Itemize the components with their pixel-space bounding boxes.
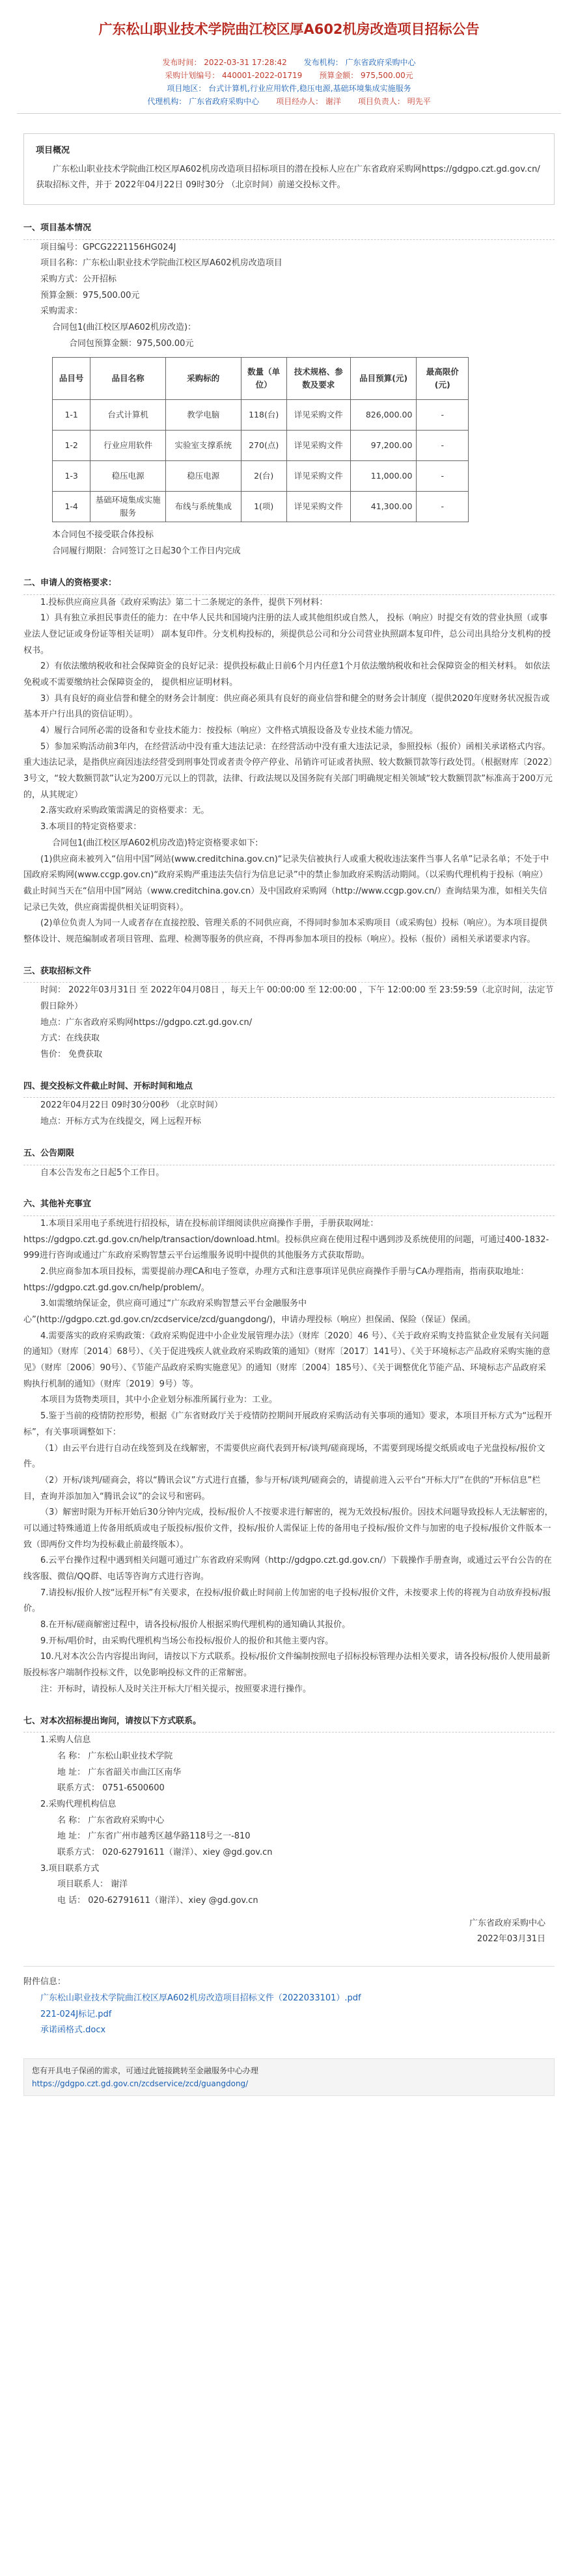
- package-label: 合同包1(曲江校区厚A602机房改造)：: [52, 323, 197, 333]
- section-announce-period: [23, 1146, 555, 1181]
- handler-person: 项目经办人： 谢洋: [276, 96, 341, 106]
- table-cell: 详见采购文件: [286, 461, 350, 492]
- deadline-time: 2022年04月22日 09时30分00秒 （北京时间）: [40, 1100, 223, 1111]
- col-header: 最高限价(元): [417, 358, 469, 400]
- attachment-link-tender-doc[interactable]: 广东松山职业技术学院曲江校区厚A602机房改造项目招标文件（2022033101）.pdf: [40, 1993, 361, 2003]
- notice-meta: [17, 56, 561, 108]
- section-other: [23, 1197, 555, 1697]
- notice-page: [17, 0, 561, 2096]
- signature-date: 2022年03月31日: [476, 1934, 545, 1945]
- budget-line: 预算金额：975,500.00元: [40, 290, 140, 300]
- table-cell: 详见采购文件: [286, 431, 350, 461]
- col-header: 品目号: [53, 358, 90, 400]
- get-way: 方式：在线获取: [40, 1033, 100, 1044]
- package-specific-label: 合同包1(曲江校区厚A602机房改造)特定资格要求如下:: [52, 838, 258, 848]
- table-cell: 稳压电源: [90, 461, 166, 492]
- table-cell: 台式计算机: [90, 400, 166, 431]
- section-title: 三、获取招标文件: [23, 964, 555, 983]
- buyer-heading: 1.采购人信息: [40, 1735, 91, 1746]
- col-header: 品目名称: [90, 358, 166, 400]
- table-row: [53, 492, 469, 522]
- table-cell: 118(台): [241, 400, 286, 431]
- guarantee-link[interactable]: https://gdgpo.czt.gd.gov.cn/zcdservice/zcd/guangdong/: [32, 2078, 249, 2088]
- agent-org[interactable]: 代理机构： 广东省政府采购中心: [147, 96, 260, 106]
- table-cell: 270(点): [241, 431, 286, 461]
- col-header: 品目预算(元): [350, 358, 417, 400]
- section-title: 二、申请人的资格要求：: [23, 576, 555, 595]
- other-item: 本项目为货物类项目，其中小企业划分标准所属行业为：工业。: [40, 1395, 278, 1405]
- qual-intro: 1.投标供应商应具备《政府采购法》第二十二条规定的条件，提供下列材料：: [40, 597, 328, 607]
- project-name: 项目名称：广东松山职业技术学院曲江校区厚A602机房改造项目: [40, 258, 282, 269]
- section-qualification: [23, 576, 555, 948]
- package-budget: 合同包预算金额：975,500.00元: [69, 338, 194, 349]
- project-number: 项目编号：GPCG2221156HG024J: [40, 242, 176, 252]
- get-price: 售价： 免费获取: [40, 1050, 103, 1060]
- other-item: 1.本项目采用电子系统进行招投标，请在投标前详细阅读供应商操作手册，手册获取网址：https://gdgpo.czt.gd.gov.cn/help/transaction/download.html。投标供应商在使用过程中遇到涉及系统使用的问题，可通过400-1832-999进行咨询或通过广东政府采购智慧云平台运维服务说明中提供的其他服务方式获取帮助。: [23, 1218, 549, 1261]
- table-row: [53, 461, 469, 492]
- qual-item: 5）参加采购活动前3年内，在经营活动中没有重大违法记录：在经营活动中没有重大违法记录，参照投标（报价）函相关承诺格式内容。 重大违法记录，是指供应商因违法经营受到刑事处罚或者责令停产停业、吊销许可证或者执照、较大数额罚款等行政处罚。（根据财库〔2022〕3号文，“较大数额罚款”认定为200万元以上的罚款，法律、行政法规以及国务院有关部门明确规定相关领域“较大数额罚款”标准高于200万元的，从其规定）: [23, 741, 553, 800]
- requirements-table: [52, 357, 469, 522]
- other-item: 7.请投标/报价人按“远程开标”有关要求，在投标/报价截止时间前上传加密的电子投标/报价文件，未按要求上传的将视为自动放弃投标/报价。: [23, 1587, 551, 1614]
- section-deadline: [23, 1079, 555, 1130]
- get-place: 地点：广东省政府采购网https://gdgpo.czt.gd.gov.cn/: [40, 1017, 253, 1028]
- deadline-place: 地点：开标方式为在线提交，网上远程开标: [40, 1117, 202, 1127]
- specific-item: (1)供应商未被列入“信用中国”网站(www.creditchina.gov.cn)“记录失信被执行人或重大税收违法案件当事人名单”记录名单；不处于中国政府采购网(www.ccgp.gov.cn)“政府采购严重违法失信行为信息记录”中的禁止参加政府采购活动期间。（以采购代理机构于投标（响应）截止时间当天在“信用中国”网站（www.creditchina.gov.cn）及中国政府采购网（http://www.ccgp.gov.cn/）查询结果为准，如相关失信记录已失效，供应商需提供相关证明资料）。: [23, 854, 549, 912]
- overview-box: [23, 133, 555, 205]
- other-item: 4.需要落实的政府采购政策：《政府采购促进中小企业发展管理办法》（财库〔2020〕46 号）、《关于政府采购支持监狱企业发展有关问题的通知》（财库〔2014〕68号）、《关于促进残疾人就业政府采购政策的通知》（财库〔2017〕141号）、《关于环境标志产品政府采购实施的意见》（财库〔2006〕90号）、《节能产品政府采购实施意见》的通知（财库〔2004〕185号）、《关于调整优化节能产品、环境标志产品政府采购执行机制的通知》（财库〔2019〕9号）等。: [23, 1331, 551, 1389]
- divider: [17, 113, 561, 114]
- table-cell: 1-3: [53, 461, 90, 492]
- attachment-link-tender-doc-cont[interactable]: 221-024J标记.pdf: [40, 2009, 112, 2019]
- qual-item: 3）具有良好的商业信誉和健全的财务会计制度：供应商必须具有良好的商业信誉和健全的财务会计制度（提供2020年度财务状况报告或基本开户行出具的资信证明）。: [23, 693, 550, 720]
- other-item: 10.凡对本次公告内容提出询问，请按以下方式联系。投标/报价文件编制按照电子招标投标管理办法相关要求，请各投标/报价人使用最新版投标客户端制作投标文件，以免影响投标文件的正常解密。: [23, 1652, 551, 1679]
- table-header-row: [53, 358, 469, 400]
- section-title: 一、项目基本情况: [23, 220, 555, 240]
- table-cell: -: [417, 431, 469, 461]
- procurement-items: 项目地区： 台式计算机,行业应用软件,稳压电源,基础环境集成实施服务: [167, 83, 411, 93]
- signature-org: 广东省政府采购中心: [469, 1918, 545, 1928]
- other-item: 5.鉴于当前的疫情防控形势，根据《广东省财政厅关于疫情防控期间开展政府采购活动有关事项的通知》要求，本项目开标方式为“远程开标”，有关事项调整如下：: [23, 1411, 553, 1437]
- no-consortium-note: 本合同包不接受联合体投标: [52, 530, 154, 540]
- guarantee-notice: [23, 2058, 555, 2096]
- table-cell: 1(项): [241, 492, 286, 522]
- table-cell: 97,200.00: [350, 431, 417, 461]
- section-contact: [23, 1714, 555, 1948]
- publish-date: 发布时间： 2022-03-31 17:28:42: [162, 57, 287, 67]
- project-code: 采购计划编号： 440001-2022-01719: [165, 70, 303, 80]
- other-item: 2.供应商参加本项目投标，需要提前办理CA和电子签章，办理方式和注意事项详见供应商操作手册与CA办理指南，指南获取地址：https://gdgpo.czt.gd.gov.cn/help/problem/。: [23, 1266, 529, 1293]
- attachments-label: 附件信息：: [23, 1977, 66, 1987]
- buyer-address: 地 址： 广东省韶关市曲江区南华: [57, 1767, 182, 1777]
- overview-title: 项目概况: [36, 145, 70, 155]
- table-cell: 11,000.00: [350, 461, 417, 492]
- specific-item: (2)单位负责人为同一人或者存在直接控股、管理关系的不同供应商，不得同时参加本采购项目（或采购包）投标（响应）。为本项目提供整体设计、规范编制或者项目管理、监理、检测等服务的供应商，不得再参加本项目的投标（响应）。投标（报价）函相关承诺要求内容。: [23, 918, 547, 944]
- table-cell: 布线与系统集成: [165, 492, 241, 522]
- col-header: 采购标的: [165, 358, 241, 400]
- other-item: 3.如需缴纳保证金，供应商可通过“广东政府采购智慧云平台金融服务中心”(http://gdgpo.czt.gd.gov.cn/zcdservice/zcd/guangdong/)，申请办理投标（响应）担保函、保险（保证）保函。: [23, 1299, 476, 1325]
- table-cell: 41,300.00: [350, 492, 417, 522]
- project-contact-name: 项目联系人： 谢洋: [57, 1879, 128, 1890]
- other-item: 9.开标/唱价时，由采购代理机构当场公布投标/报价人的报价和其他主要内容。: [40, 1636, 334, 1646]
- other-item: （2）开标/谈判/磋商会，将以“腾讯会议”方式进行直播，参与开标/谈判/磋商会的，请提前进入云平台“开标大厅”在供的“开标信息”栏目，查询并添加加入“腾讯会议”的会议号和密码。: [23, 1475, 541, 1502]
- requirements-label: 采购需求：: [40, 306, 83, 317]
- other-item: （1）由云平台进行自动在线签到及在线解密，不需要供应商代表到开标/谈判/磋商现场，不需要到现场提交纸质或电子光盘投标/报价文件。: [23, 1443, 545, 1470]
- table-cell: 1-1: [53, 400, 90, 431]
- other-item: 8.在开标/磋商解密过程中，请各投标/报价人根据采购代理机构的通知确认其报价。: [40, 1620, 351, 1630]
- section-title: 五、公告期限: [23, 1146, 555, 1165]
- section-title: 六、其他补充事宜: [23, 1197, 555, 1216]
- project-contact-phone: 电 话： 020-62791611（谢洋）、xiey @gd.gov.cn: [57, 1896, 258, 1906]
- table-cell: 2(台): [241, 461, 286, 492]
- table-cell: 1-2: [53, 431, 90, 461]
- section-get-documents: [23, 964, 555, 1063]
- agent-name: 名 称： 广东省政府采购中心: [57, 1815, 165, 1826]
- specific-requirements: 3.本项目的特定资格要求：: [40, 822, 142, 832]
- table-cell: 详见采购文件: [286, 400, 350, 431]
- table-cell: -: [417, 400, 469, 431]
- table-cell: 基础环境集成实施服务: [90, 492, 166, 522]
- section-basic-info: [23, 220, 555, 560]
- buyer-name: 名 称： 广东松山职业技术学院: [57, 1751, 173, 1761]
- table-cell: 1-4: [53, 492, 90, 522]
- table-cell: 实验室支撑系统: [165, 431, 241, 461]
- publisher[interactable]: 发布机构： 广东省政府采购中心: [303, 57, 416, 67]
- table-cell: 教学电脑: [165, 400, 241, 431]
- agent-address: 地 址： 广东省广州市越秀区越华路118号之一-810: [57, 1831, 251, 1842]
- qual-item: 4）履行合同所必需的设备和专业技术能力：按投标（响应）文件格式填报设备及专业技术能力情况。: [40, 726, 419, 736]
- table-cell: 行业应用软件: [90, 431, 166, 461]
- attachments: [23, 1966, 555, 2039]
- announce-period: 自本公告发布之日起5个工作日。: [40, 1167, 165, 1178]
- agent-heading: 2.采购代理机构信息: [40, 1799, 117, 1809]
- get-time: 时间： 2022年03月31日 至 2022年04月08日 ，每天上午 00:00:00 至 12:00:00 ，下午 12:00:00 至 23:59:59（北京时间，法定节假日除外）: [40, 985, 554, 1012]
- col-header: 技术规格、参数及要求: [286, 358, 350, 400]
- section-title: 四、提交投标文件截止时间、开标时间和地点: [23, 1079, 555, 1098]
- overview-text: 广东松山职业技术学院曲江校区厚A602机房改造项目招标项目的潜在投标人应在广东省政府采购网https://gdgpo.czt.gd.gov.cn/获取招标文件，并于 2022年04月22日 09时30分 （北京时间）前递交投标文件。: [36, 164, 540, 191]
- responsible-person: 项目负责人： 明先平: [357, 96, 431, 106]
- qual-item: 1）具有独立承担民事责任的能力：在中华人民共和国境内注册的法人或其他组织或自然人， 投标（响应）时提交有效的营业执照（或事业法人登记证或身份证等相关证明） 副本复印件。分支机构投标的，须提供总公司和分公司营业执照副本复印件，总公司出具给分支机构的授权书。: [23, 613, 551, 656]
- attachment-link-commitment[interactable]: 承诺函格式.docx: [40, 2025, 106, 2036]
- table-row: [53, 400, 469, 431]
- other-item: 6.云平台操作过程中遇到相关问题可通过广东省政府采购网（http://gdgpo.czt.gd.gov.cn/）下载操作手册查询，或通过云平台公告的在线客服、微信/QQ群、电话等咨询方式进行咨询。: [23, 1556, 552, 1582]
- table-cell: 详见采购文件: [286, 492, 350, 522]
- section-title: 七、对本次招标提出询问，请按以下方式联系。: [23, 1714, 555, 1733]
- qual-item: 2）有依法缴纳税收和社会保障资金的良好记录：提供投标截止日前6个月内任意1个月依法缴纳税收和社会保障资金的相关材料。 如依法免税或不需要缴纳社会保障资金的， 提供相应证明材料。: [23, 661, 550, 687]
- other-item: 注：开标时，请投标人及时关注开标大厅相关提示，按照要求进行操作。: [40, 1684, 312, 1694]
- other-item: （3）解密时限为开标开始后30分钟内完成，投标/报价人不按要求进行解密的，视为无效投标/报价。因技术问题导致投标人无法解密的，可以通过特殊通道上传备用纸质或电子版投标/报价文件，投标/报价人需保证上传的备用电子投标/报价文件与加密的电子投标/报价文件版本一致（即两份文件均为投标截止前最终版本）。: [23, 1507, 553, 1550]
- table-cell: -: [417, 461, 469, 492]
- table-cell: -: [417, 492, 469, 522]
- table-cell: 826,000.00: [350, 400, 417, 431]
- agent-phone: 联系方式： 020-62791611（谢洋）、xiey @gd.gov.cn: [57, 1848, 273, 1858]
- table-row: [53, 431, 469, 461]
- col-header: 数量（单位）: [241, 358, 286, 400]
- procurement-method: 采购方式：公开招标: [40, 274, 117, 285]
- table-cell: 稳压电源: [165, 461, 241, 492]
- page-title: 广东松山职业技术学院曲江校区厚A602机房改造项目招标公告: [98, 21, 480, 37]
- project-contact-heading: 3.项目联系方式: [40, 1863, 100, 1874]
- policy-requirements: 2.落实政府采购政策需满足的资格要求：无。: [40, 806, 210, 816]
- buyer-phone: 联系方式： 0751-6500600: [57, 1783, 165, 1794]
- guarantee-notice-text: 您有开具电子保函的需求，可通过此链接跳转至金融服务中心办理: [32, 2065, 259, 2075]
- budget-amount: 预算金额： 975,500.00元: [319, 70, 413, 80]
- contract-period: 合同履行期限：合同签订之日起30个工作日内完成: [52, 546, 241, 557]
